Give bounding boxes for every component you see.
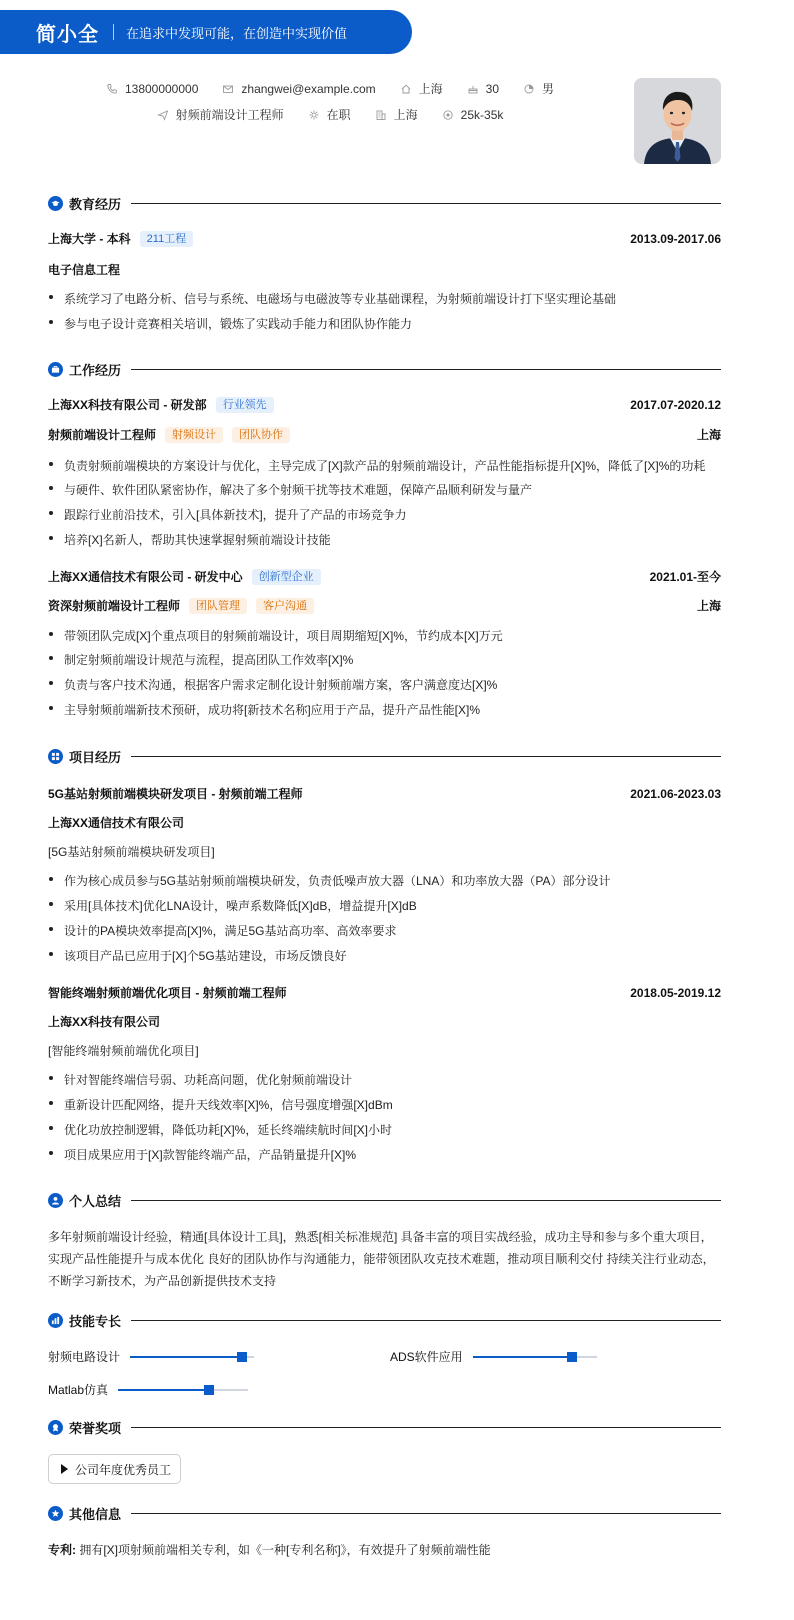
section-title-projects: 项目经历 [69, 749, 122, 765]
project-company: 上海XX科技有限公司 [48, 1015, 161, 1029]
play-icon [61, 1464, 68, 1474]
other-text: 拥有[X]项射频前端相关专利，如《一种[专利名称]》，有效提升了射频前端性能 [79, 1543, 491, 1557]
job-intent-row [0, 106, 660, 123]
section-other [48, 1503, 721, 1523]
section-divider [131, 1200, 721, 1201]
project-entry-2 [48, 984, 721, 1001]
project-company-1 [48, 814, 721, 831]
work-date: 2021.01-至今 [649, 570, 721, 584]
contact-row [0, 80, 660, 97]
project-name: 5G基站射频前端模块研发项目 - 射频前端工程师 [48, 787, 303, 801]
section-divider [131, 756, 721, 757]
phone-value: 13800000000 [124, 81, 199, 96]
section-title-other: 其他信息 [69, 1506, 122, 1522]
name-banner [0, 10, 412, 54]
education-date: 2013.09-2017.06 [630, 231, 721, 246]
education-entry [48, 230, 721, 247]
skill-track [473, 1356, 597, 1358]
banner-divider [113, 24, 114, 40]
list-item: 项目成果应用于[X]款智能终端产品，产品销量提升[X]% [48, 1146, 721, 1163]
project-desc: [智能终端射频前端优化项目] [48, 1044, 199, 1058]
role-name: 射频前端设计工程师 [48, 428, 157, 442]
skill-name: 射频电路设计 [48, 1350, 121, 1364]
major-name: 电子信息工程 [48, 263, 121, 277]
skill-item [48, 1381, 248, 1398]
list-item: 该项目产品已应用于[X]个5G基站建设，市场反馈良好 [48, 947, 721, 964]
skill-name: Matlab仿真 [48, 1383, 109, 1397]
work-city: 上海 [696, 599, 721, 613]
phone-item [106, 82, 198, 96]
candidate-name: 简小全 [36, 23, 99, 46]
project-date: 2018.05-2019.12 [630, 985, 721, 1000]
phone-icon [106, 83, 118, 95]
skill-item [48, 1348, 254, 1365]
role-tag: 团队协作 [232, 427, 290, 443]
briefcase-icon [48, 362, 63, 377]
skill-fill [118, 1389, 209, 1391]
gender-icon [523, 83, 535, 95]
section-divider [131, 369, 721, 370]
work-entry-2 [48, 568, 721, 585]
project-company: 上海XX通信技术有限公司 [48, 816, 185, 830]
list-item: 参与电子设计竞赛相关培训，锻炼了实践动手能力和团队协作能力 [48, 315, 721, 332]
grid-icon [48, 749, 63, 764]
project-name: 智能终端射频前端优化项目 - 射频前端工程师 [48, 986, 287, 1000]
email-item [222, 82, 375, 96]
project-entry-1 [48, 785, 721, 802]
status-item [308, 106, 351, 123]
gender-value: 男 [542, 82, 555, 96]
list-item: 培养[X]名新人，帮助其快速掌握射频前端设计技能 [48, 531, 721, 548]
age-item [467, 82, 499, 96]
star-icon [48, 1506, 63, 1521]
skill-item [390, 1348, 597, 1365]
section-work [48, 359, 721, 379]
list-item: 优化功放控制逻辑，降低功耗[X]%，延长终端续航时间[X]小时 [48, 1121, 721, 1138]
work-entry-1 [48, 396, 721, 413]
other-label: 专利: [48, 1543, 76, 1557]
list-item: 跟踪行业前沿技术，引入[具体新技术]，提升了产品的市场竞争力 [48, 506, 721, 523]
medal-icon [48, 1420, 63, 1435]
send-icon [157, 109, 169, 121]
salary-value: 25k-35k [460, 107, 504, 122]
cake-icon [467, 83, 479, 95]
section-divider [131, 1320, 721, 1321]
work-date: 2017.07-2020.12 [630, 397, 721, 412]
section-divider [131, 203, 721, 204]
profile-photo [634, 78, 721, 164]
graduation-cap-icon [48, 196, 63, 211]
section-education [48, 193, 721, 213]
section-title-work: 工作经历 [69, 362, 122, 378]
company-name: 上海XX通信技术有限公司 - 研发中心 [48, 570, 243, 584]
major-row [48, 261, 721, 278]
role-tag: 团队管理 [189, 598, 247, 614]
section-divider [131, 1513, 721, 1514]
skill-knob [204, 1385, 214, 1395]
list-item: 重新设计匹配网络，提升天线效率[X]%，信号强度增强[X]dBm [48, 1096, 721, 1113]
work-city-value: 上海 [393, 108, 418, 122]
skill-track [130, 1356, 254, 1358]
skill-fill [130, 1356, 242, 1358]
list-item: 带领团队完成[X]个重点项目的射频前端设计，项目周期缩短[X]%，节约成本[X]万元 [48, 627, 721, 644]
list-item: 负责与客户技术沟通，根据客户需求定制化设计射频前端方案，客户满意度达[X]% [48, 676, 721, 693]
email-icon [222, 83, 234, 95]
list-item: 采用[具体技术]优化LNA设计，噪声系数降低[X]dB，增益提升[X]dB [48, 897, 721, 914]
city-value: 上海 [418, 82, 443, 96]
project-desc: [5G基站射频前端模块研发项目] [48, 845, 215, 859]
section-awards [48, 1417, 721, 1437]
bar-chart-icon [48, 1313, 63, 1328]
position-item [157, 106, 284, 123]
gear-icon [308, 109, 320, 121]
building-icon [375, 109, 387, 121]
position-value: 射频前端设计工程师 [175, 108, 284, 122]
company-name: 上海XX科技有限公司 - 研发部 [48, 398, 207, 412]
skill-fill [473, 1356, 572, 1358]
skill-track [118, 1389, 248, 1391]
work-role-2 [48, 597, 721, 614]
company-tag: 创新型企业 [252, 569, 321, 585]
status-value: 在职 [326, 108, 351, 122]
user-icon [48, 1193, 63, 1208]
salary-item [442, 108, 504, 122]
skill-knob [237, 1352, 247, 1362]
summary-text: 多年射频前端设计经验，精通[具体设计工具]，熟悉[相关标准规范] 具备丰富的项目实战经验，成功主导和参与多个重大项目，实现产品性能提升与成本优化 良好的团队协作与沟通能力，能带领团队攻克技术难题，推动项目顺利交付 持续关注行业动态，不断学习新技术，为产品创新提供技术支持 [48, 1230, 715, 1288]
section-title-education: 教育经历 [69, 196, 122, 212]
list-item: 设计的PA模块效率提高[X]%，满足5G基站高功率、高效率要求 [48, 922, 721, 939]
role-name: 资深射频前端设计工程师 [48, 599, 181, 613]
list-item: 制定射频前端设计规范与流程，提高团队工作效率[X]% [48, 651, 721, 668]
skill-name: ADS软件应用 [390, 1350, 463, 1364]
school-name: 上海大学 - 本科 [48, 232, 131, 246]
award-name: 公司年度优秀员工 [75, 1462, 172, 1477]
section-divider [131, 1427, 721, 1428]
list-item: 负责射频前端模块的方案设计与优化，主导完成了[X]款产品的射频前端设计，产品性能指标提升[X]%，降低了[X]%的功耗 [48, 457, 721, 474]
section-title-skills: 技能专长 [69, 1313, 122, 1329]
work-role-1 [48, 426, 721, 443]
gender-item [523, 80, 554, 97]
coin-icon [442, 109, 454, 121]
school-tag: 211工程 [140, 231, 194, 247]
section-projects [48, 746, 721, 766]
home-icon [400, 83, 412, 95]
award-item [48, 1454, 181, 1484]
age-value: 30 [485, 81, 500, 96]
company-tag: 行业领先 [216, 397, 274, 413]
slogan: 在追求中发现可能，在创造中实现价值 [126, 25, 348, 41]
list-item: 针对智能终端信号弱、功耗高问题，优化射频前端设计 [48, 1071, 721, 1088]
project-company-2 [48, 1013, 721, 1030]
list-item: 与硬件、软件团队紧密协作，解决了多个射频干扰等技术难题，保障产品顺利研发与量产 [48, 481, 721, 498]
work-city-item [375, 106, 418, 123]
list-item: 作为核心成员参与5G基站射频前端模块研发，负责低噪声放大器（LNA）和功率放大器（PA）部分设计 [48, 872, 721, 889]
city-item [400, 80, 443, 97]
project-date: 2021.06-2023.03 [630, 786, 721, 801]
section-title-awards: 荣誉奖项 [69, 1420, 122, 1436]
role-tag: 射频设计 [165, 427, 223, 443]
section-skills [48, 1310, 721, 1330]
work-city: 上海 [696, 428, 721, 442]
other-info [48, 1541, 491, 1558]
list-item: 主导射频前端新技术预研，成功将[新技术名称]应用于产品，提升产品性能[X]% [48, 701, 721, 718]
skill-knob [567, 1352, 577, 1362]
section-summary [48, 1190, 721, 1210]
role-tag: 客户沟通 [256, 598, 314, 614]
list-item: 系统学习了电路分析、信号与系统、电磁场与电磁波等专业基础课程，为射频前端设计打下坚实理论基础 [48, 290, 721, 307]
email-value: zhangwei@example.com [241, 81, 376, 96]
section-title-summary: 个人总结 [69, 1193, 122, 1209]
